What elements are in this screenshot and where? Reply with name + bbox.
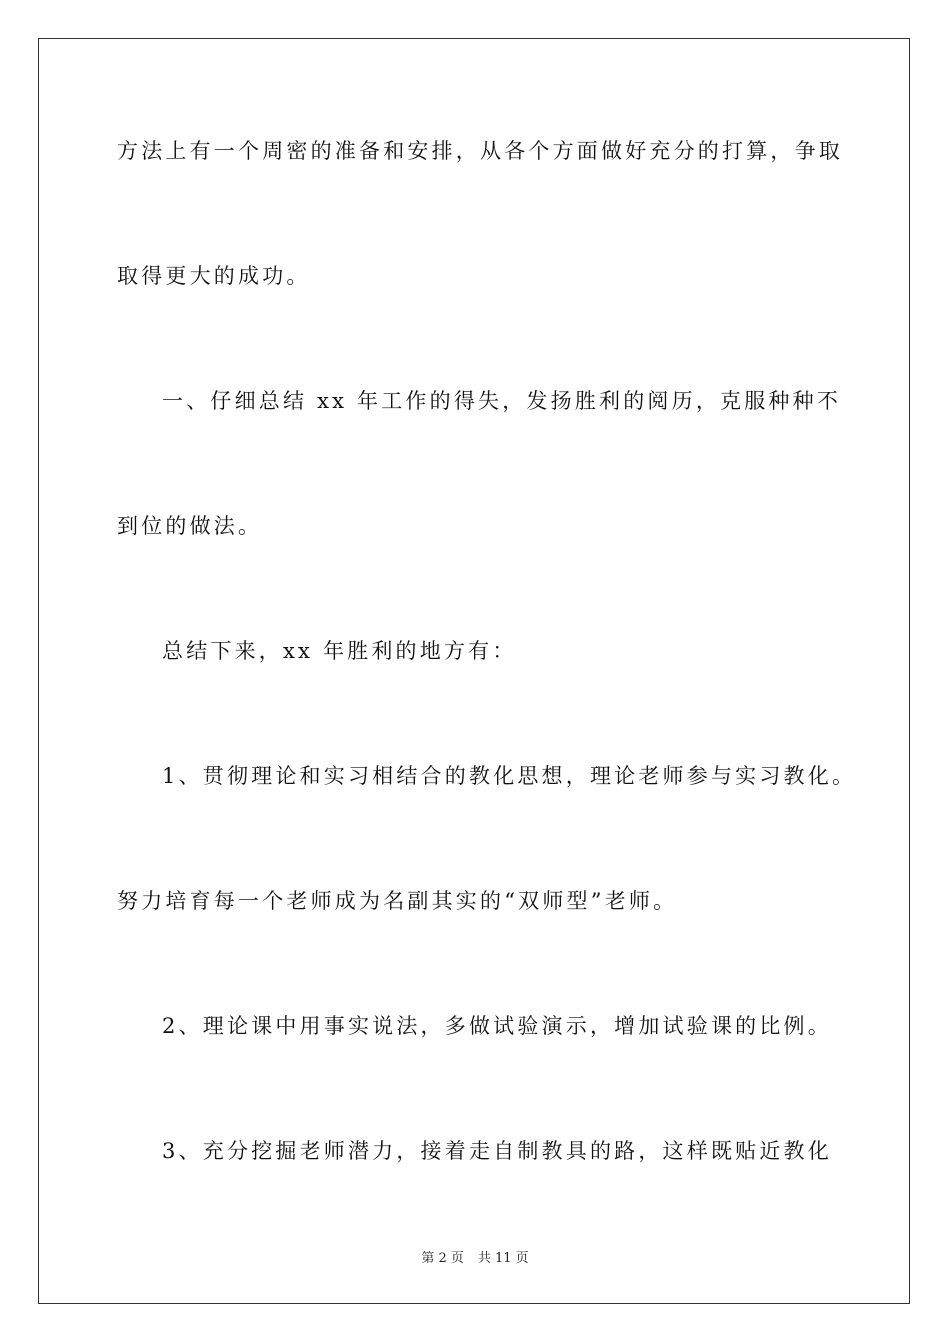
paragraph-line-2: 取得更大的成功。 xyxy=(117,264,311,288)
item-1-line-2: 努力培育每一个老师成为名副其实的“双师型”老师。 xyxy=(117,889,678,913)
paragraph-line-1: 方法上有一个周密的准备和安排，从各个方面做好充分的打算，争取 xyxy=(117,139,843,163)
section-heading-line-2: 到位的做法。 xyxy=(117,514,263,538)
item-3-line-1: 3、充分挖掘老师潜力，接着走自制教具的路，这样既贴近教化 xyxy=(162,1139,832,1163)
page-total: 共 11 页 xyxy=(477,1251,529,1266)
summary-intro: 总结下来，xx 年胜利的地方有： xyxy=(162,639,517,663)
page-border xyxy=(38,38,910,1304)
section-heading-line-1: 一、仔细总结 xx 年工作的得失，发扬胜利的阅历，克服种种不 xyxy=(162,389,842,413)
page-footer xyxy=(0,1247,950,1266)
item-2: 2、理论课中用事实说法，多做试验演示，增加试验课的比例。 xyxy=(162,1014,832,1038)
page-number: 第 2 页 xyxy=(421,1251,464,1266)
item-1-line-1: 1、贯彻理论和实习相结合的教化思想，理论老师参与实习教化。 xyxy=(162,764,857,788)
